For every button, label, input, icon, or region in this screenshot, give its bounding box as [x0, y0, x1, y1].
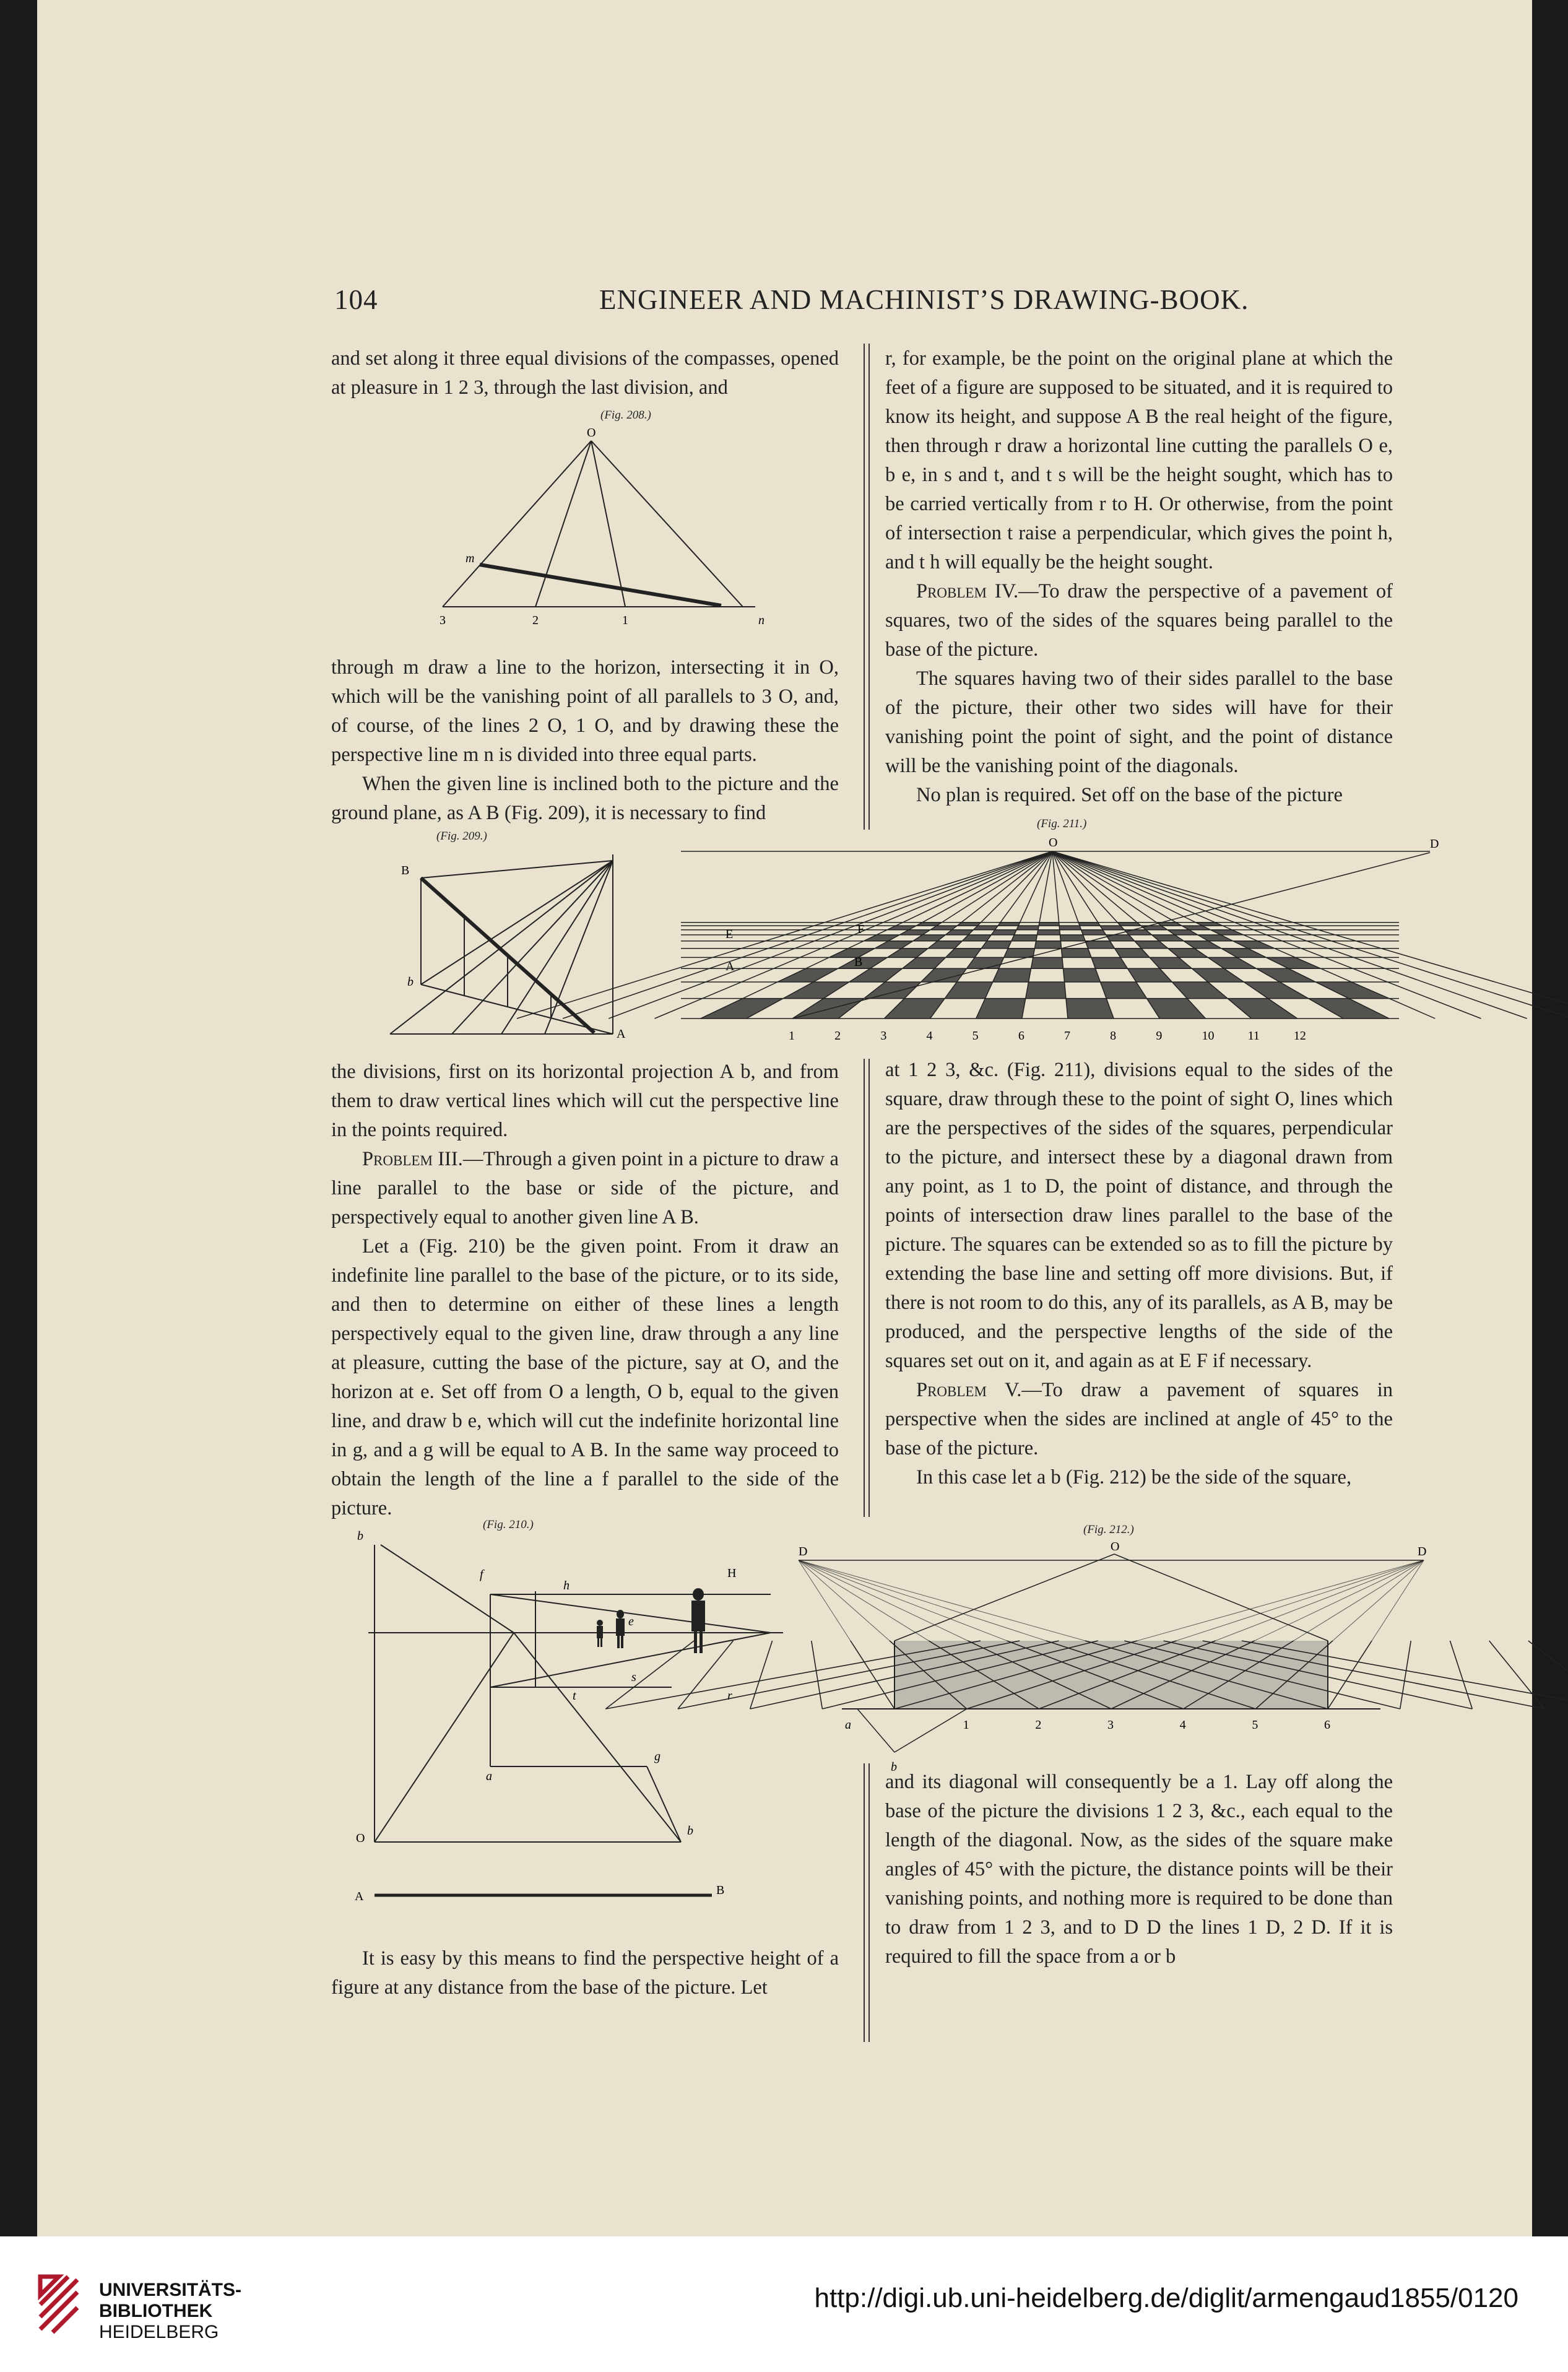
label-D: D	[799, 1545, 808, 1558]
label-D: D	[1430, 837, 1439, 851]
base-number: 3	[1107, 1718, 1114, 1732]
pavement-square	[1101, 982, 1147, 999]
label-O: O	[1049, 836, 1058, 849]
label-b2: b	[687, 1824, 693, 1838]
pavement-square	[1063, 968, 1101, 982]
base-number: 5	[1252, 1718, 1258, 1732]
pavement-square	[1060, 935, 1085, 941]
diagonal-line-right	[1489, 1641, 1544, 1709]
label-e: e	[628, 1615, 634, 1628]
library-logo-icon	[34, 2270, 84, 2339]
pavement-square	[1031, 957, 1063, 968]
label-s: s	[631, 1670, 636, 1684]
paragraph: r, for example, be the point on the original plane at which the feet of a figure are supposed to be situated, and it is required to know its height, and suppose A B the real height of the figure, then through r draw a horizontal line cutting the parallels O e, b e, in s and t, and t s will be the height sought, which has to be carried vertically from r to H. Or otherwise, from the point of intersection t raise a perpendicular, which gives the point h, and t h will equally be the height sought.	[885, 347, 1393, 573]
pavement-square	[838, 957, 888, 968]
label-H: H	[727, 1566, 737, 1580]
label-r: r	[727, 1689, 732, 1703]
pavement-square	[993, 968, 1031, 982]
label-B: B	[716, 1883, 725, 1897]
label-b: b	[357, 1529, 363, 1543]
paragraph: through m draw a line to the horizon, intersecting it in O, which will be the vanishing point of all parallels to 3 O, and, of course, of the lines 2 O, 1 O, and by drawing these the perspective line m n is divided into three equal parts.	[331, 656, 839, 766]
label-b: b	[891, 1760, 897, 1774]
label-B: B	[854, 955, 863, 969]
pavement-square	[1233, 941, 1275, 949]
vanishing-line	[1255, 1560, 1424, 1709]
label-1: 1	[622, 614, 628, 627]
diagonal-line-right	[1450, 1641, 1472, 1709]
right-text-block-1	[885, 344, 1393, 810]
paragraph: It is easy by this means to find the perspective height of a figure at any distance from the base of the picture. Let	[331, 1947, 839, 1999]
pavement-square	[967, 957, 1004, 968]
pavement-square	[1309, 999, 1390, 1019]
paragraph: No plan is required. Set off on the base of the picture	[916, 784, 1343, 806]
fig-211-pavement	[669, 833, 1442, 1056]
base-number: 8	[1110, 1029, 1117, 1043]
label-O: O	[356, 1831, 365, 1845]
page-number: 104	[334, 284, 378, 315]
paragraph: and its diagonal will consequently be a 1. Lay off along the base of the picture the divisions 1 2 3, &c., each equal to the length of the diagonal. Now, as the sides of the square make angles of 45° with the picture, the distance points will be their vanishing points, and nothing more is required to be done than to draw from 1 2 3, and to D D the lines 1 D, 2 D. If it is required to fill the space from a or b	[885, 1771, 1393, 1968]
label-A: A	[726, 960, 735, 973]
paragraph: Problem V.—To draw a pavement of squares in perspective when the sides are inclined at angle of 45° to the base of the picture.	[885, 1379, 1393, 1459]
label-t: t	[573, 1689, 576, 1703]
running-title: ENGINEER AND MACHINIST’S DRAWING-BOOK.	[599, 284, 1249, 315]
left-text-block-3	[331, 1058, 839, 1523]
vanishing-line	[1328, 1560, 1424, 1709]
label-2: 2	[532, 614, 539, 627]
square-side-line	[894, 1709, 967, 1752]
label-O: O	[1111, 1540, 1120, 1553]
base-number: 3	[880, 1029, 887, 1043]
pavement-square	[1078, 923, 1100, 926]
square-side-line	[857, 1709, 894, 1752]
base-number: 9	[1156, 1029, 1163, 1043]
base-number: 2	[1035, 1718, 1042, 1732]
pavement-square	[1026, 982, 1066, 999]
pavement-square	[701, 999, 783, 1019]
paragraph: Problem III.—Through a given point in a picture to draw a line parallel to the base or side of the picture, and perspectively equal to another given line A B.	[331, 1148, 839, 1228]
base-number: 11	[1247, 1029, 1260, 1043]
pavement-square	[884, 999, 945, 1019]
fig-211-caption: (Fig. 211.)	[1037, 817, 1087, 830]
base-number: 12	[1293, 1029, 1306, 1043]
left-text-block-4	[331, 1944, 839, 2002]
library-name: UNIVERSITÄTS- BIBLIOTHEK HEIDELBERG	[99, 2280, 242, 2342]
base-number: 10	[1202, 1029, 1215, 1043]
fig-209-diagram	[384, 848, 656, 1046]
paragraph: and set along it three equal divisions of the compasses, opened at pleasure in 1 2 3, through the last division, and	[331, 347, 839, 399]
label-g: g	[654, 1750, 661, 1763]
label-a: a	[486, 1770, 492, 1783]
left-text-block-2	[331, 653, 839, 828]
pavement-square	[1221, 949, 1267, 958]
pavement-square	[1081, 930, 1106, 935]
base-number: 2	[834, 1029, 841, 1043]
label-D: D	[1418, 1545, 1427, 1558]
sight-line	[1114, 1554, 1328, 1641]
column-rule	[864, 1059, 870, 1517]
pavement-square	[1256, 968, 1315, 982]
pavement-square	[1011, 935, 1037, 941]
paragraph: at 1 2 3, &c. (Fig. 211), divisions equal to the sides of the square, draw through these to the point of sight O, lines which are the perspectives of the sides of the squares, perpendicular to the picture, and intersect these by a diagonal drawn from any point, as 1 to D, the point of distance, and through the points of intersection draw lines parallel to the base of the picture. The squares can be extended so as to fill the picture by extending the base line and setting off more divisions. But, if there is not room to do this, any of its parallels, as A B, may be produced, and the perspective lengths of the side of the squares set out on it, and again as at E F if necessary.	[885, 1059, 1393, 1372]
problem-label: Problem V.	[916, 1379, 1022, 1401]
pavement-square	[945, 982, 992, 999]
vanishing-line	[799, 1560, 967, 1709]
pavement-square	[1062, 949, 1091, 958]
paragraph: In this case let a b (Fig. 212) be the side of the square,	[916, 1466, 1352, 1488]
base-number: 1	[963, 1718, 969, 1732]
paragraph: the divisions, first on its horizontal projection A b, and from them to draw vertical lines which will cut the perspective line in the points required.	[331, 1061, 839, 1141]
label-a: a	[845, 1718, 851, 1732]
pavement-square	[1034, 941, 1061, 949]
label-B: B	[401, 864, 410, 877]
pavement-square	[829, 949, 875, 958]
column-rule	[864, 1763, 870, 2042]
pavement-square	[1228, 999, 1297, 1019]
column-rule	[864, 344, 870, 830]
label-h: h	[563, 1579, 570, 1592]
pavement-square	[998, 923, 1020, 926]
book-page	[37, 0, 1532, 2236]
label-o: O	[587, 426, 596, 440]
label-b: b	[407, 975, 414, 989]
pavement-square	[1059, 926, 1081, 930]
fig-208-caption: (Fig. 208.)	[600, 409, 651, 422]
fig-209-caption: (Fig. 209.)	[436, 830, 487, 843]
base-number: 1	[789, 1029, 795, 1043]
label-n: n	[758, 614, 765, 627]
pavement-square	[1016, 926, 1039, 930]
diagonal-line-right	[1400, 1641, 1411, 1709]
pavement-square	[783, 982, 849, 999]
problem-label: Problem IV.	[916, 580, 1019, 602]
pavement-square	[1091, 957, 1128, 968]
paragraph: When the given line is inclined both to the picture and the ground plane, as A B (Fig. 209), it is necessary to find	[331, 773, 839, 824]
base-number: 7	[1064, 1029, 1070, 1043]
diagonal-line-left	[812, 1641, 823, 1709]
paragraph: Let a (Fig. 210) be the given point. From it draw an indefinite line parallel to the base of the picture, or to its side, and then to determine on either of these lines a length perspectively equal to the given line, draw through a any line at pleasure, cutting the base of the picture, say at O, and the horizon at e. Set off from O a length, O b, equal to the given line, and draw b e, which will cut the indefinite horizontal line in g, and a g will be equal to A B. In the same way proceed to obtain the length of the line a f parallel to the side of the picture.	[331, 1235, 839, 1519]
pavement-square	[991, 930, 1016, 935]
pavement-square	[1266, 957, 1320, 968]
label-A: A	[355, 1890, 364, 1903]
pavement-square	[1172, 982, 1228, 999]
paragraph: The squares having two of their sides parallel to the base of the picture, their other two sides will have for their vanishing point the point of sight, and the point of distance will be the vanishing point of the diagonals.	[885, 667, 1393, 777]
base-number: 5	[972, 1029, 979, 1043]
pavement-square	[1208, 957, 1256, 968]
fig-210-caption: (Fig. 210.)	[483, 1518, 534, 1531]
pavement-square	[1244, 982, 1308, 999]
sight-line	[894, 1554, 1114, 1641]
fig-212-diagonal-pavement	[792, 1536, 1442, 1774]
label-f: f	[480, 1568, 483, 1581]
label-A: A	[617, 1027, 626, 1041]
label-m: m	[466, 552, 475, 565]
pavement-square	[1037, 930, 1060, 935]
base-number: 4	[1179, 1718, 1186, 1732]
label-3: 3	[440, 614, 446, 627]
pavement-square	[1315, 982, 1389, 999]
base-number: 6	[1018, 1029, 1024, 1043]
source-url-link[interactable]: http://digi.ub.uni-heidelberg.de/diglit/armengaud1855/0120	[814, 2283, 1518, 2313]
base-number: 4	[926, 1029, 933, 1043]
pavement-square	[778, 968, 838, 982]
vanishing-line	[799, 1560, 894, 1709]
right-text-block-2	[885, 1056, 1393, 1492]
left-text-block-1	[331, 344, 839, 402]
problem-label: Problem III.	[362, 1148, 463, 1170]
pavement-square	[1039, 923, 1059, 926]
pavement-square	[1004, 949, 1035, 958]
label-E: E	[726, 928, 734, 941]
base-number: 6	[1324, 1718, 1330, 1732]
fig-210-diagram	[350, 1529, 795, 1929]
right-text-block-3	[885, 1768, 1393, 1971]
pavement-square	[1066, 999, 1114, 1019]
footer-bar	[0, 2236, 1568, 2372]
fig-208-triangle	[421, 427, 768, 638]
fig-212-caption: (Fig. 212.)	[1083, 1523, 1134, 1536]
label-F: F	[857, 923, 865, 936]
paragraph: Problem IV.—To draw the perspective of a pavement of squares, two of the sides of the squares being parallel to the base of the picture.	[885, 580, 1393, 661]
